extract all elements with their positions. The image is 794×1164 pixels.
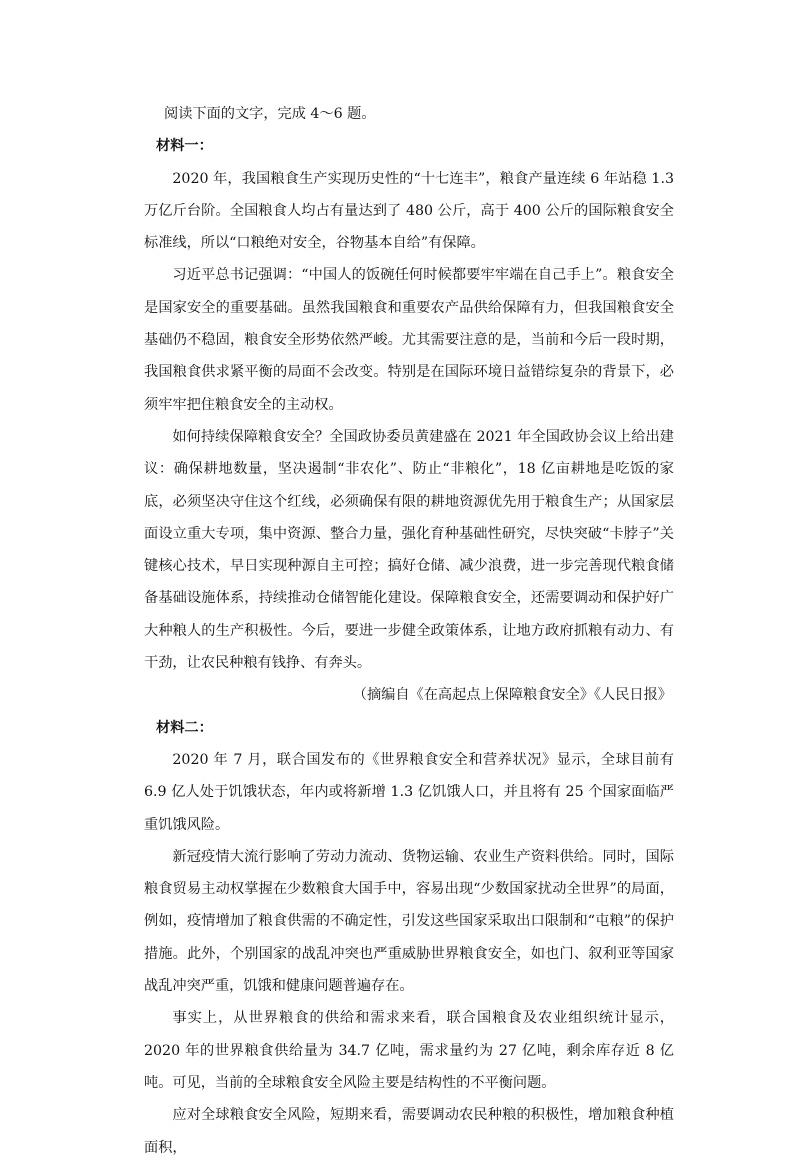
material-two-paragraph: 2020 年 7 月，联合国发布的《世界粮食安全和营养状况》显示，全球目前有 6.9 亿人处于饥饿状态，年内或将新增 1.3 亿饥饿人口，并且将有 25 个国家面临严重饥饿风险。 [144,751,674,833]
material-one-source: （摘编自《在高起点上保障粮食安全》《人民日报》 [352,687,672,704]
reading-instruction: 阅读下面的文字，完成 4～6 题。 [164,106,376,122]
material-two-heading: 材料二： [156,719,213,736]
material-one-paragraph: 如何持续保障粮食安全？全国政协委员黄建盛在 2021 年全国政协会议上给出建议：确保耕地数量，坚决遏制“非农化”、防止“非粮化”，18 亿亩耕地是吃饭的家底，必须坚决守住这个红线，必须确保有限的耕地资源优先用于粮食生产；从国家层面设立重大专项，集中资源、整合力量，强化育种基础性研究，尽快突破“卡脖子”关键核心技术，早日实现种源自主可控；搞好仓储、减少浪费，进一步完善现代粮食储备基础设施体系，持续推动仓储智能化建设。保障粮食安全，还需要调动和保护好广大种粮人的生产积极性。今后，要进一步健全政策体系，让地方政府抓粮有动力、有干劲，让农民种粮有钱挣、有奔头。 [144,428,674,672]
material-two-paragraph: 事实上，从世界粮食的供给和需求来看，联合国粮食及农业组织统计显示，2020 年的世界粮食供给量为 34.7 亿吨，需求量约为 27 亿吨，剩余库存近 8 亿吨。可见，当前的全球粮食安全风险主要是结构性的不平衡问题。 [144,1010,674,1091]
material-one-heading: 材料一： [156,138,213,155]
material-one-paragraph: 2020 年，我国粮食生产实现历史性的“十七连丰”，粮食产量连续 6 年站稳 1.3 万亿斤台阶。全国粮食人均占有量达到了 480 公斤，高于 400 公斤的国际粮食安全标准线，所以“口粮绝对安全，谷物基本自给”有保障。 [144,170,674,252]
material-two-paragraph: 新冠疫情大流行影响了劳动力流动、货物运输、农业生产资料供给。同时，国际粮食贸易主动权掌握在少数粮食大国手中，容易出现“少数国家扰动全世界”的局面，例如，疫情增加了粮食供需的不确定性，引发这些国家采取出口限制和“屯粮”的保护措施。此外，个别国家的战乱冲突也严重威胁世界粮食安全，如也门、叙利亚等国家战乱冲突严重，饥饿和健康问题普遍存在。 [144,848,674,995]
reading-passage [144,98,674,1164]
material-one-paragraph: 习近平总书记强调：“中国人的饭碗任何时候都要牢牢端在自己手上”。粮食安全是国家安全的重要基础。虽然我国粮食和重要农产品供给保障有力，但我国粮食安全基础仍不稳固，粮食安全形势依然严峻。尤其需要注意的是，当前和今后一段时期，我国粮食供求紧平衡的局面不会改变。特别是在国际环境日益错综复杂的背景下，必须牢牢把住粮食安全的主动权。 [144,267,674,413]
material-two-paragraph: 应对全球粮食安全风险，短期来看，需要调动农民种粮的积极性，增加粮食种植面积， [144,1107,674,1156]
